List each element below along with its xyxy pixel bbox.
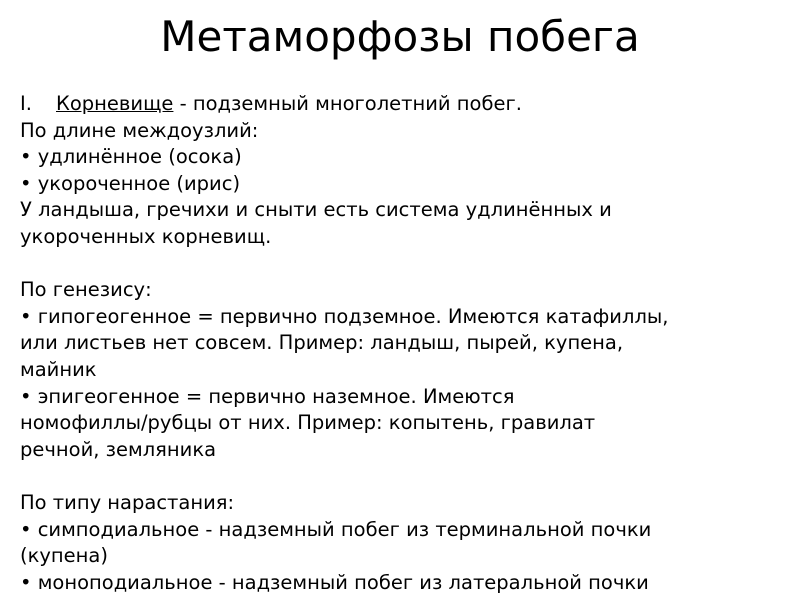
text-line: • гипогеогенное = первично подземное. Имеются катафиллы, [20, 304, 669, 328]
text-line: (купена) [20, 544, 108, 568]
text-line [20, 463, 790, 490]
text-line: речной, земляника [20, 437, 217, 461]
text-line: майник [20, 357, 97, 381]
slide-body [20, 91, 790, 596]
heading-line [20, 91, 790, 118]
term-rhizome: Корневище [56, 92, 174, 115]
list-number: I. [20, 92, 32, 115]
text-line: По генезису: [20, 278, 152, 302]
text-line: По длине междоузлий: [20, 118, 259, 142]
text-line: • эпигеогенное = первично наземное. Имеются [20, 384, 515, 408]
text-line: • удлинённое (осока) [20, 145, 242, 169]
text-line: • моноподиальное - надземный побег из латеральной почки [20, 570, 649, 594]
text-line [20, 251, 790, 278]
text-line: По типу нарастания: [20, 490, 235, 514]
text-line: • укороченное (ирис) [20, 171, 241, 195]
text-line: У ландыша, гречихи и сныти есть система удлинённых и [20, 198, 612, 222]
term-definition: - подземный многолетний побег. [173, 92, 522, 115]
text-line: укороченных корневищ. [20, 224, 272, 248]
text-line: или листьев нет совсем. Пример: ландыш, пырей, купена, [20, 331, 624, 355]
text-line: • симподиальное - надземный побег из терминальной почки [20, 517, 652, 541]
slide-title: Метаморфозы побега [160, 12, 640, 61]
text-line: номофиллы/рубцы от них. Пример: копытень, гравилат [20, 411, 596, 435]
